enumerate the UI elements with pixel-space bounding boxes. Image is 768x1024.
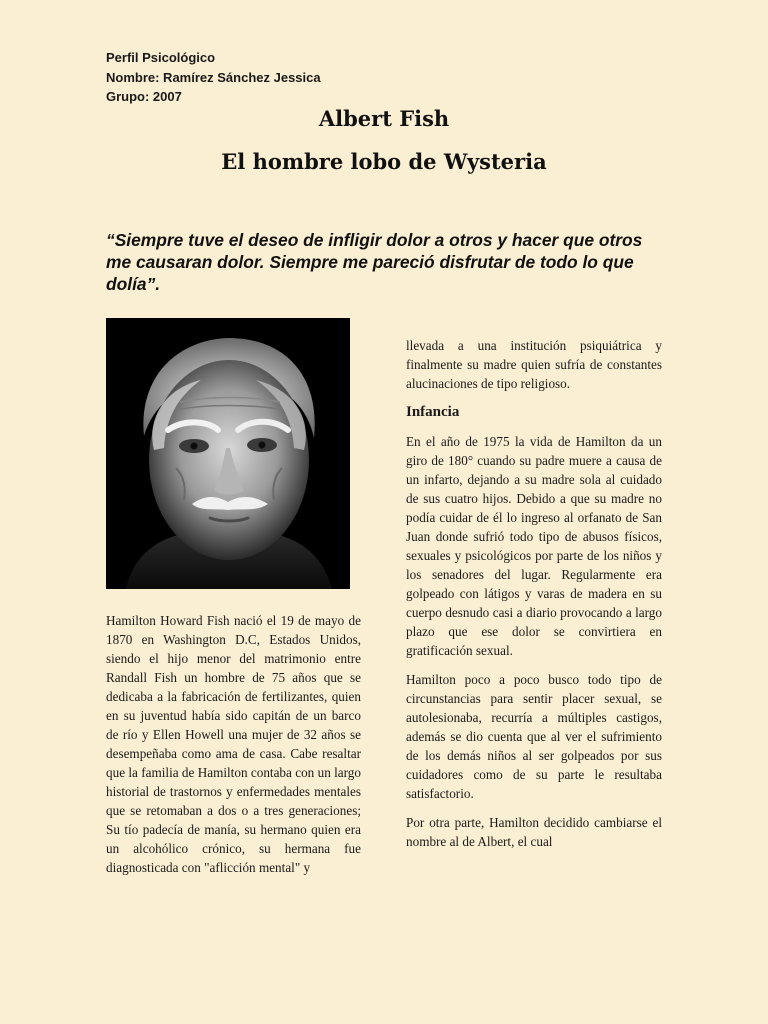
student-name: Nombre: Ramírez Sánchez Jessica [106,69,321,85]
profile-label: Perfil Psicológico [106,50,216,65]
portrait-photo [106,318,350,589]
page-title: Albert Fish [318,106,450,131]
opening-quote: “Siempre tuve el deseo de infligir dolor a otros y hacer que otros me causaran dolor. Siempre me pareció disfrutar de todo lo que dolía”. [106,230,643,294]
right-column [406,336,662,861]
body-paragraph: En el año de 1975 la vida de Hamilton da un giro de 180° cuando su padre muere a causa de un infarto, dejando a su madre sola al cuidado de sus cuatro hijos. Debido a que su madre no podía cuidar de él lo ingreso al orfanato de San Juan donde sufrió todo tipo de abusos físicos, sexuales y psicológicos por parte de los niños y los senadores del lugar. Regularmente era golpeado con látigos y varas de madera en su cuerpo desnudo casi a diario provocando a largo plazo que ese dolor se convirtiera en gratificación sexual. [406,434,662,658]
intro-paragraph: Hamilton Howard Fish nació el 19 de mayo de 1870 en Washington D.C, Estados Unidos, siendo el hijo menor del matrimonio entre Randall Fish un hombre de 75 años que se dedicaba a la fabricación de fertilizantes, quien en su juventud había sido capitán de un barco de río y Ellen Howell una mujer de 32 años se desempeñaba como ama de casa. Cabe resaltar que la familia de Hamilton contaba con un largo historial de trastornos y enfermedades mentales que se retomaban a dos o a tres generaciones; Su tío padecía de manía, su hermano quien era un alcohólico crónico, su hermana fue diagnosticada con "aflicción mental" y [106,613,361,875]
continuation-paragraph: llevada a una institución psiquiátrica y finalmente su madre quien sufría de constantes alucinaciones de tipo religioso. [406,338,662,391]
left-column [106,611,361,877]
body-paragraph: Hamilton poco a poco busco todo tipo de circunstancias para sentir placer sexual, se autolesionaba, recurría a múltiples castigos, además se dio cuenta que al ver el sufrimiento de los demás niños al ser golpeados por sus cuidadores como de su parte le resultaba satisfactorio. [406,672,662,801]
group-label: Grupo: 2007 [106,89,182,104]
portrait-illustration [106,318,350,589]
page-subtitle: El hombre lobo de Wysteria [221,149,547,174]
body-paragraph: Por otra parte, Hamilton decidido cambiarse el nombre al de Albert, el cual [406,815,662,849]
section-heading-infancia: Infancia [406,404,460,420]
document-header [106,48,321,107]
